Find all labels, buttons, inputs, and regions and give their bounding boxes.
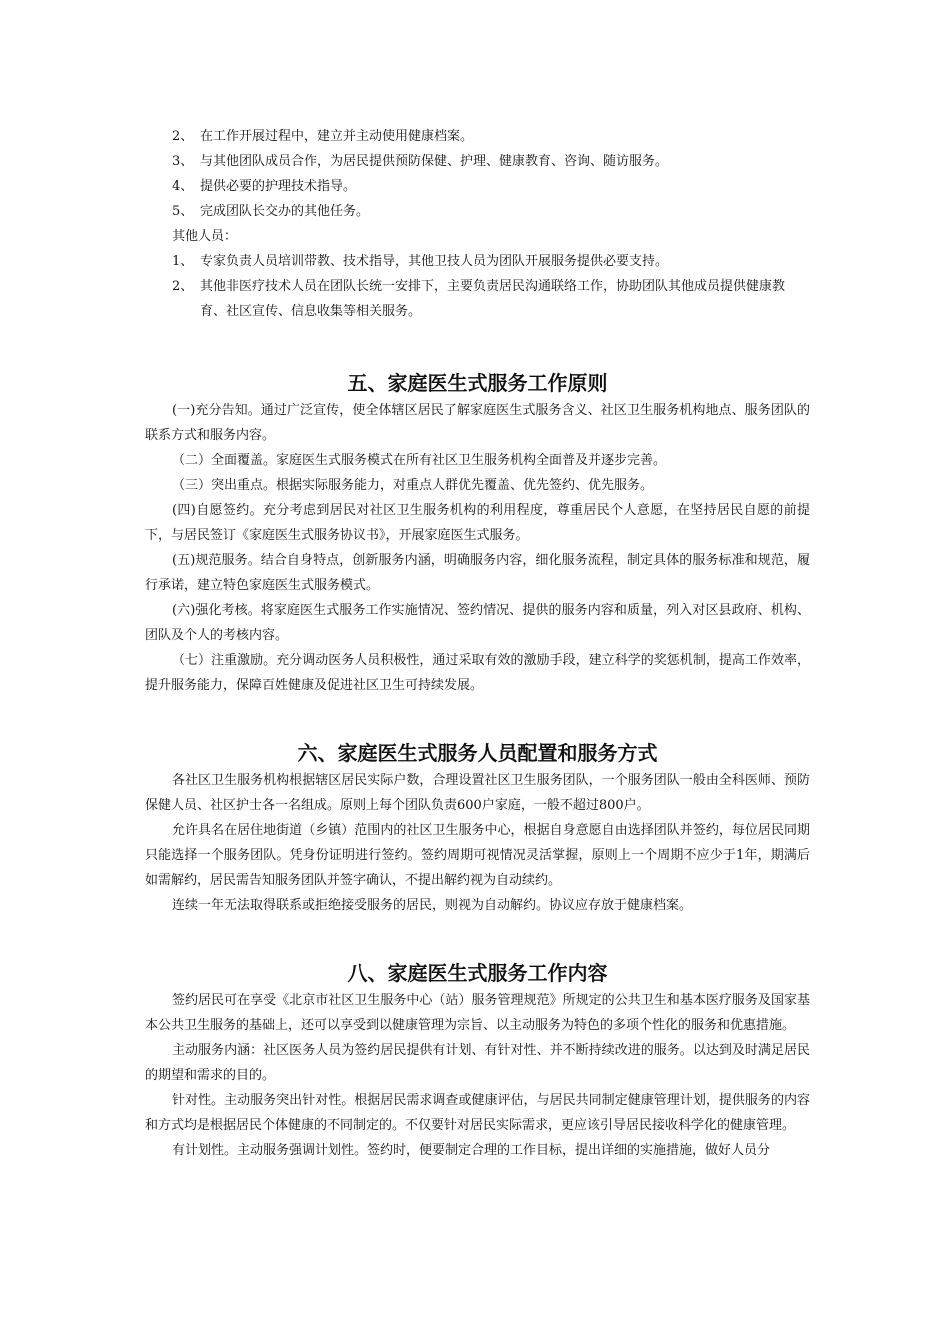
list-text: 其他非医疗技术人员在团队长统一安排下，主要负责居民沟通联络工作，协助团队其他成员提供健康教育、社区宣传、信息收集等相关服务。 xyxy=(200,279,786,319)
list-text: 与其他团队成员合作，为居民提供预防保健、护理、健康教育、咨询、随访服务。 xyxy=(200,154,669,169)
list-item xyxy=(145,249,810,274)
paragraph: (一)充分告知。通过广泛宣传，使全体辖区居民了解家庭医生式服务含义、社区卫生服务机构地点、服务团队的联系方式和服务内容。 xyxy=(145,403,810,443)
paragraph: 连续一年无法取得联系或拒绝接受服务的居民，则视为自动解约。协议应存放于健康档案。 xyxy=(172,898,693,913)
other-staff-label: 其他人员： xyxy=(172,229,238,244)
list-number: 3、 xyxy=(172,154,194,169)
paragraph: (五)规范服务。结合自身特点，创新服务内涵，明确服务内容，细化服务流程，制定具体的服务标准和规范，履行承诺，建立特色家庭医生式服务模式。 xyxy=(145,553,810,593)
list-text: 完成团队长交办的其他任务。 xyxy=(200,204,370,219)
document-body xyxy=(145,124,810,1163)
list-item xyxy=(145,274,810,324)
list-item xyxy=(145,199,810,224)
paragraph: 针对性。主动服务突出针对性。根据居民需求调查或健康评估，与居民共同制定健康管理计划，提供服务的内容和方式均是根据居民个体健康的不同制定的。不仅要针对居民实际需求，更应该引导居民接收科学化的健康管理。 xyxy=(145,1093,810,1133)
paragraph: （三）突出重点。根据实际服务能力，对重点人群优先覆盖、优先签约、优先服务。 xyxy=(172,478,654,493)
paragraph: （二）全面覆盖。家庭医生式服务模式在所有社区卫生服务机构全面普及并逐步完善。 xyxy=(172,453,667,468)
list-number: 2、 xyxy=(172,129,194,144)
paragraph: 主动服务内涵：社区医务人员为签约居民提供有计划、有针对性、并不断持续改进的服务。以达到及时满足居民的期望和需求的目的。 xyxy=(145,1043,810,1083)
paragraph: (四)自愿签约。充分考虑到居民对社区卫生服务机构的利用程度，尊重居民个人意愿，在坚持居民自愿的前提下，与居民签订《家庭医生式服务协议书》，开展家庭医生式服务。 xyxy=(145,503,810,543)
list-text: 专家负责人员培训带教、技术指导，其他卫技人员为团队开展服务提供必要支持。 xyxy=(200,254,669,269)
section-heading: 八、家庭医生式服务工作内容 xyxy=(347,961,608,985)
list-text: 提供必要的护理技术指导。 xyxy=(200,179,357,194)
paragraph: (六)强化考核。将家庭医生式服务工作实施情况、签约情况、提供的服务内容和质量，列入对区县政府、机构、团队及个人的考核内容。 xyxy=(145,603,810,643)
paragraph: 签约居民可在享受《北京市社区卫生服务中心（站）服务管理规范》所规定的公共卫生和基本医疗服务及国家基本公共卫生服务的基础上，还可以享受到以健康管理为宗旨、以主动服务为特色的多项个性化的服务和优惠措施。 xyxy=(145,993,810,1033)
paragraph: 允许具名在居住地街道（乡镇）范围内的社区卫生服务中心，根据自身意愿自由选择团队并签约，每位居民同期只能选择一个服务团队。凭身份证明进行签约。签约周期可视情况灵活掌握，原则上一个周期不应少于1年，期满后如需解约，居民需告知服务团队并签字确认，不提出解约视为自动续约。 xyxy=(145,823,810,888)
list-number: 2、 xyxy=(172,279,194,294)
section-heading: 六、家庭医生式服务人员配置和服务方式 xyxy=(297,741,658,765)
paragraph: （七）注重激励。充分调动医务人员积极性，通过采取有效的激励手段，建立科学的奖惩机制，提高工作效率，提升服务能力，保障百姓健康及促进社区卫生可持续发展。 xyxy=(145,653,810,693)
list-number: 4、 xyxy=(172,179,194,194)
paragraph: 有计划性。主动服务强调计划性。签约时，便要制定合理的工作目标，提出详细的实施措施，做好人员分 xyxy=(172,1143,771,1158)
list-item xyxy=(145,124,810,149)
paragraph: 各社区卫生服务机构根据辖区居民实际户数，合理设置社区卫生服务团队，一个服务团队一般由全科医师、预防保健人员、社区护士各一名组成。原则上每个团队负责600户家庭，一般不超过800户。 xyxy=(145,773,810,813)
list-text: 在工作开展过程中，建立并主动使用健康档案。 xyxy=(200,129,474,144)
section-heading: 五、家庭医生式服务工作原则 xyxy=(347,371,608,395)
list-item xyxy=(145,174,810,199)
list-number: 5、 xyxy=(172,204,194,219)
list-item xyxy=(145,149,810,174)
list-number: 1、 xyxy=(172,254,194,269)
